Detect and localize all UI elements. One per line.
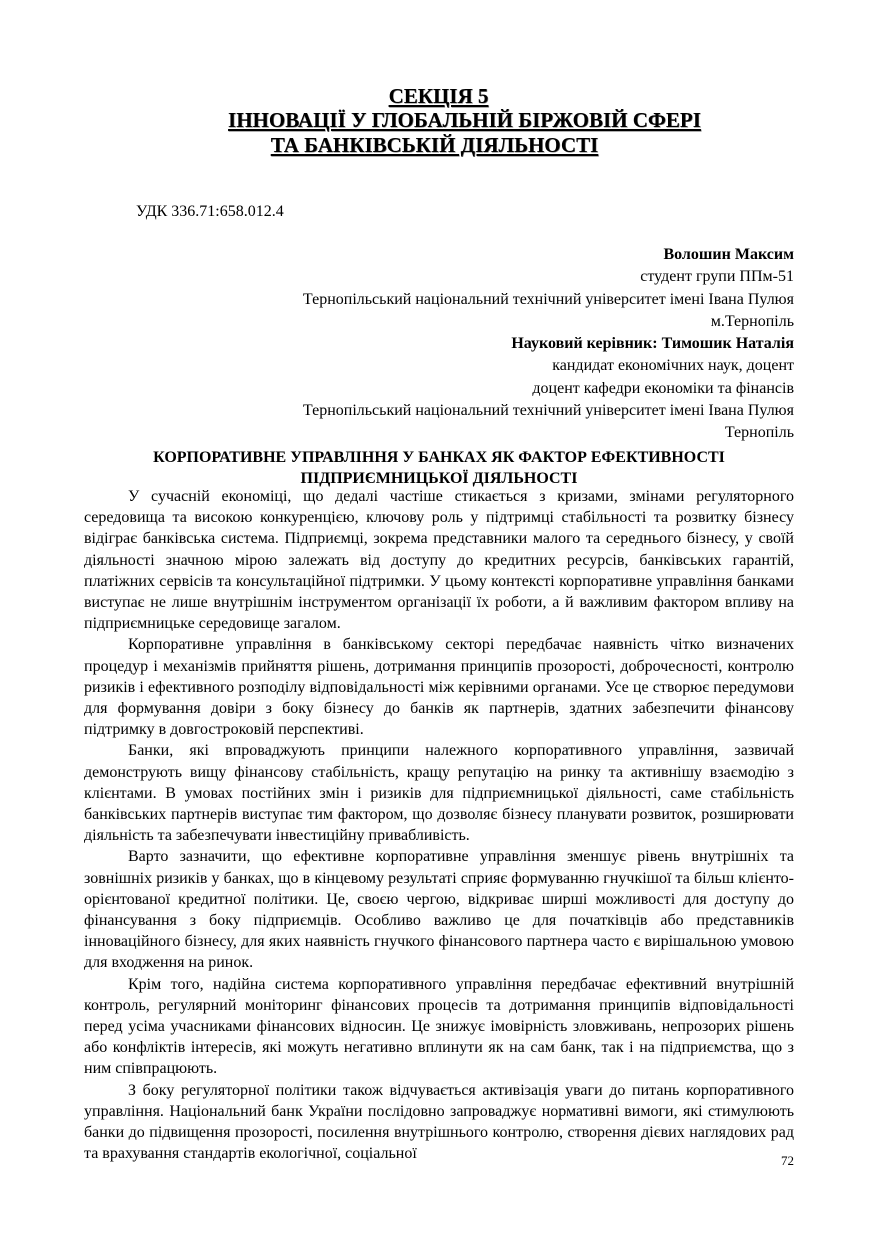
author-name: Волошин Максим: [663, 246, 794, 263]
paper-title-line1: КОРПОРАТИВНЕ УПРАВЛІННЯ У БАНКАХ ЯК ФАКТОР ЕФЕКТИВНОСТІ: [153, 449, 725, 466]
section-heading-number: СЕКЦІЯ 5: [388, 84, 489, 108]
supervisor-name: Науковий керівник: Тимошик Наталія: [511, 335, 794, 353]
section-heading-title-line1: ІННОВАЦІЇ У ГЛОБАЛЬНІЙ БІРЖОВІЙ СФЕРІ: [228, 108, 701, 132]
supervisor-city: Тернопіль: [724, 424, 794, 442]
paper-title: [84, 447, 794, 489]
body-paragraph: У сучасній економіці, що дедалі частіше стикається з кризами, змінами регуляторного середовища та високою конкуренцією, ключову роль у підтримці стабільності та розвитку бізнесу відіграє банківська система. Підприємці, зокрема представники малого та середнього бізнесу, у своїй діяльності значною мірою залежать від доступу до кредитних ресурсів, банківських гарантій, платіжних сервісів та консультаційної підтримки. У цьому контексті корпоративне управління банками виступає не лише внутрішнім інструментом організації їх роботи, а й важливим фактором впливу на підприємницьке середовище загалом.: [84, 488, 794, 633]
paper-title-line2: ПІДПРИЄМНИЦЬКОЇ ДІЯЛЬНОСТІ: [300, 470, 578, 487]
supervisor-position: доцент кафедри економіки та фінансів: [532, 379, 794, 397]
supervisor-university: Тернопільський національний технічний університет імені Івана Пулюя: [302, 402, 794, 420]
author-university: Тернопільський національний технічний університет імені Івана Пулюя: [302, 290, 794, 308]
body-paragraph: Крім того, надійна система корпоративного управління передбачає ефективний внутрішній контроль, регулярний моніторинг фінансових процесів та дотримання принципів відповідальності перед усіма учасниками фінансових відносин. Це знижує імовірність зловживань, непрозорих рішень або конфліктів інтересів, які можуть негативно вплинути як на сам банк, так і на підприємства, що з ним співпрацюють.: [84, 975, 794, 1078]
author-block: [200, 244, 794, 445]
body-paragraph: Корпоративне управління в банківському секторі передбачає наявність чітко визначених процедур і механізмів прийняття рішень, дотримання принципів прозорості, доброчесності, контролю ризиків і ефективного розподілу відповідальності між керівними органами. Усе це створює передумови для формування довіри з боку бізнесу до банків як партнерів, здатних забезпечити фінансову підтримку в довгостроковій перспективі.: [84, 636, 794, 739]
author-group: студент групи ППм-51: [640, 268, 794, 286]
section-heading-title-line2: ТА БАНКІВСЬКІЙ ДІЯЛЬНОСТІ: [270, 133, 599, 157]
supervisor-degree: кандидат економічних наук, доцент: [552, 357, 794, 375]
paper-body: [84, 486, 794, 1165]
body-paragraph: З боку регуляторної політики також відчувається активізація уваги до питань корпоративного управління. Національний банк України послідовно запроваджує нормативні вимоги, які стимулюють банки до підвищення прозорості, посилення внутрішнього контролю, створення дієвих наглядових рад та врахування стандартів екологічної, соціальної: [84, 1081, 794, 1163]
udc-code: УДК 336.71:658.012.4: [136, 203, 284, 220]
page-number: 72: [781, 1153, 794, 1168]
author-city: м.Тернопіль: [710, 312, 794, 330]
body-paragraph: Банки, які впроваджують принципи належного корпоративного управління, зазвичай демонструють вищу фінансову стабільність, кращу репутацію на ринку та активнішу взаємодію з клієнтами. В умовах постійних змін і ризиків для підприємницької діяльності, саме стабільність банківських партнерів виступає тим фактором, що дозволяє бізнесу планувати розвиток, розширювати діяльність та забезпечувати інвестиційну привабливість.: [84, 742, 794, 845]
body-paragraph: Варто зазначити, що ефективне корпоративне управління зменшує рівень внутрішніх та зовнішніх ризиків у банках, що в кінцевому результаті сприяє формуванню гнучкішої та більш клієнто-орієнтованої кредитної політики. Це, своєю чергою, відкриває ширші можливості для доступу до фінансування з боку підприємців. Особливо важливо це для початківців або представників інноваційного бізнесу, для яких наявність гнучкого фінансового партнера часто є вирішальною умовою для входження на ринок.: [84, 848, 794, 972]
